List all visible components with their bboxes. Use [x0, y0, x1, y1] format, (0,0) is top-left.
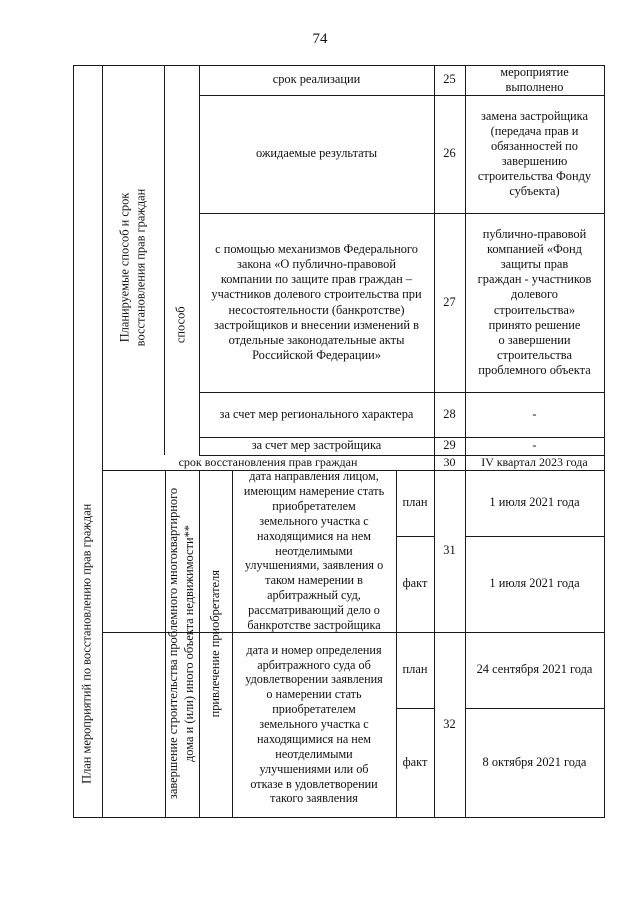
row-32-plan-label: план	[402, 662, 428, 677]
row-25-label: срок реализации	[272, 72, 361, 87]
row-28-value: -	[532, 406, 537, 421]
row-25-value: мероприятие выполнено	[500, 64, 569, 94]
row-31-label: дата направления лицом, имеющим намерение стать приобретателем земельного участка с находящимися на нем неотделимыми улучшениями, заявления о таком намерении в арбитражный суд, рассматривающий дело о банкротстве застройщика	[243, 469, 385, 632]
row-31-number: 31	[443, 543, 456, 558]
subheader-attraction: привлечение приобретателя	[207, 569, 222, 718]
subheader-completion: завершение строительства проблемного многоквартирного дома и (или) иного объекта недвижимости**	[166, 487, 196, 800]
row-27-value: публично-правовой компанией «Фонд защиты прав граждан - участников долевого строительства» принято решение о завершении строительства проблемного объекта	[477, 226, 592, 377]
row-26-number: 26	[443, 146, 456, 161]
row-32-label: дата и номер определения арбитражного суда об удовлетворении заявления о намерении стать приобретателем земельного участка с находящимися на нем неотделимыми улучшениями или об отказе в удовлетворении такого заявления	[245, 642, 383, 806]
row-31-fact-label: факт	[402, 576, 428, 591]
section-header-method-and-term: Планируемые способ и срок восстановления прав граждан	[117, 188, 148, 347]
row-27-number: 27	[443, 294, 456, 309]
row-25-number: 25	[443, 72, 456, 87]
row-32-number: 32	[443, 716, 456, 731]
row-26-label: ожидаемые результаты	[255, 146, 378, 161]
row-30-value: IV квартал 2023 года	[481, 455, 588, 470]
row-28-label: за счет мер регионального характера	[219, 406, 414, 421]
row-30-label: срок восстановления прав граждан	[178, 455, 358, 470]
row-26-value: замена застройщика (передача прав и обязанностей по завершению строительства Фонду субъекта)	[477, 108, 592, 199]
row-31-plan-label: план	[402, 495, 428, 510]
row-32-fact-value: 8 октября 2021 года	[482, 754, 587, 769]
section-header-action-plan: План мероприятий по восстановлению прав граждан	[79, 503, 94, 784]
row-32-plan-value: 24 сентября 2021 года	[476, 662, 593, 677]
row-29-number: 29	[443, 438, 456, 453]
table-right-border	[604, 65, 605, 818]
page-number: 74	[312, 31, 328, 47]
row-29-label: за счет мер застройщика	[251, 438, 382, 453]
row-divider	[73, 817, 604, 818]
row-32-fact-label: факт	[402, 754, 428, 769]
row-31-fact-value: 1 июля 2021 года	[489, 576, 580, 591]
row-27-label: с помощью механизмов Федерального закона «О публично-правовой компании по защите прав граждан – участников долевого строительства при несостоятельности (банкротстве) застройщиков и внесении изменений в отдельные законодательные акты Российской Федерации»	[211, 242, 422, 362]
row-29-value: -	[532, 438, 537, 453]
row-30-number: 30	[443, 455, 456, 470]
subheader-method: способ	[173, 306, 188, 344]
row-31-plan-value: 1 июля 2021 года	[489, 495, 580, 510]
row-28-number: 28	[443, 406, 456, 421]
